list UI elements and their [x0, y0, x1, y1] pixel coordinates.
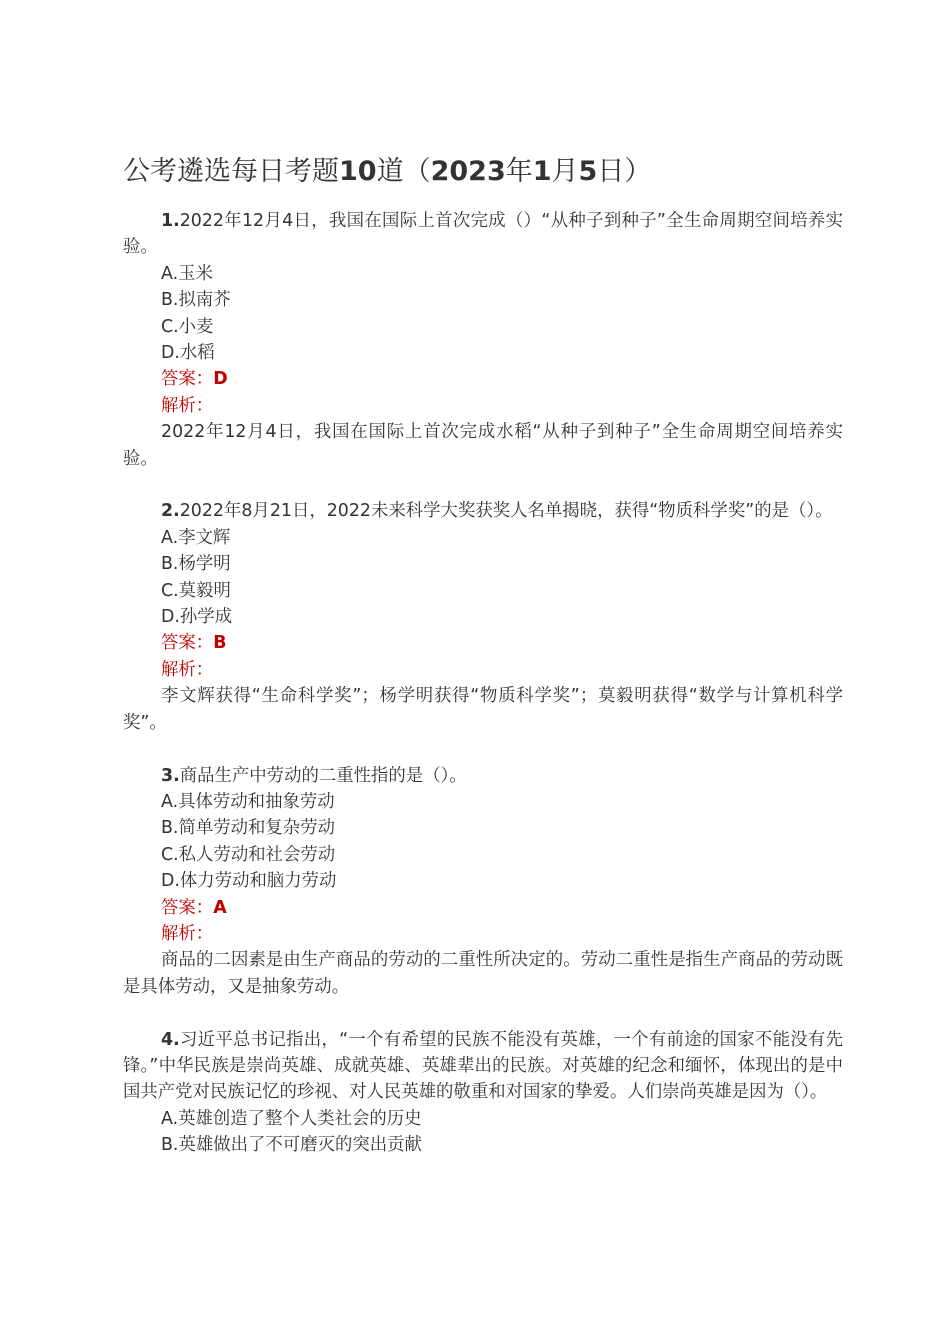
option-b: B.拟南芥	[161, 290, 231, 311]
question-number: 2.	[161, 501, 180, 522]
option-c: C.小麦	[161, 316, 214, 337]
question-1	[123, 208, 843, 472]
answer: 答案：A	[161, 897, 227, 918]
question-stem: 1.2022年12月4日，我国在国际上首次完成（）“从种子到种子”全生命周期空间培养实验。	[123, 211, 843, 258]
analysis-text: 商品的二因素是由生产商品的劳动的二重性所决定的。劳动二重性是指生产商品的劳动既是具体劳动，又是抽象劳动。	[123, 950, 843, 997]
question-stem: 3.商品生产中劳动的二重性指的是（）。	[161, 765, 467, 786]
analysis-text: 2022年12月4日，我国在国际上首次完成水稻“从种子到种子”全生命周期空间培养实验。	[123, 422, 843, 469]
question-2	[123, 498, 843, 736]
option-c: C.私人劳动和社会劳动	[161, 844, 336, 865]
option-d: D.水稻	[161, 343, 215, 364]
question-4	[123, 1027, 843, 1159]
option-b: B.杨学明	[161, 554, 231, 575]
question-3	[123, 763, 843, 1001]
analysis-text: 李文辉获得“生命科学奖”；杨学明获得“物质科学奖”；莫毅明获得“数学与计算机科学奖”。	[123, 686, 843, 733]
question-stem: 2.2022年8月21日，2022未来科学大奖获奖人名单揭晓，获得“物质科学奖”的是（）。	[161, 501, 833, 522]
option-b: B.英雄做出了不可磨灭的突出贡献	[161, 1135, 422, 1156]
option-c: C.莫毅明	[161, 580, 231, 601]
option-a: A.具体劳动和抽象劳动	[161, 791, 335, 812]
analysis-label: 解析：	[161, 923, 214, 944]
page-title: 公考遴选每日考题10道（2023年1月5日）	[123, 156, 652, 187]
option-a: A.李文辉	[161, 527, 231, 548]
analysis-label: 解析：	[161, 659, 214, 680]
option-d: D.孙学成	[161, 607, 233, 628]
option-a: A.英雄创造了整个人类社会的历史	[161, 1108, 422, 1129]
analysis-label: 解析：	[161, 395, 214, 416]
answer: 答案：D	[161, 369, 228, 390]
option-d: D.体力劳动和脑力劳动	[161, 871, 337, 892]
question-number: 3.	[161, 765, 180, 786]
question-number: 4.	[161, 1029, 180, 1050]
answer: 答案：B	[161, 633, 227, 654]
question-stem: 4.习近平总书记指出，“一个有希望的民族不能没有英雄，一个有前途的国家不能没有先锋。”中华民族是崇尚英雄、成就英雄、英雄辈出的民族。对英雄的纪念和缅怀，体现出的是中国共产党对民族记忆的珍视、对人民英雄的敬重和对国家的挚爱。人们崇尚英雄是因为（）。	[123, 1029, 843, 1103]
question-list	[123, 208, 843, 1159]
question-number: 1.	[161, 211, 180, 231]
option-a: A.玉米	[161, 263, 213, 284]
option-b: B.简单劳动和复杂劳动	[161, 818, 335, 839]
